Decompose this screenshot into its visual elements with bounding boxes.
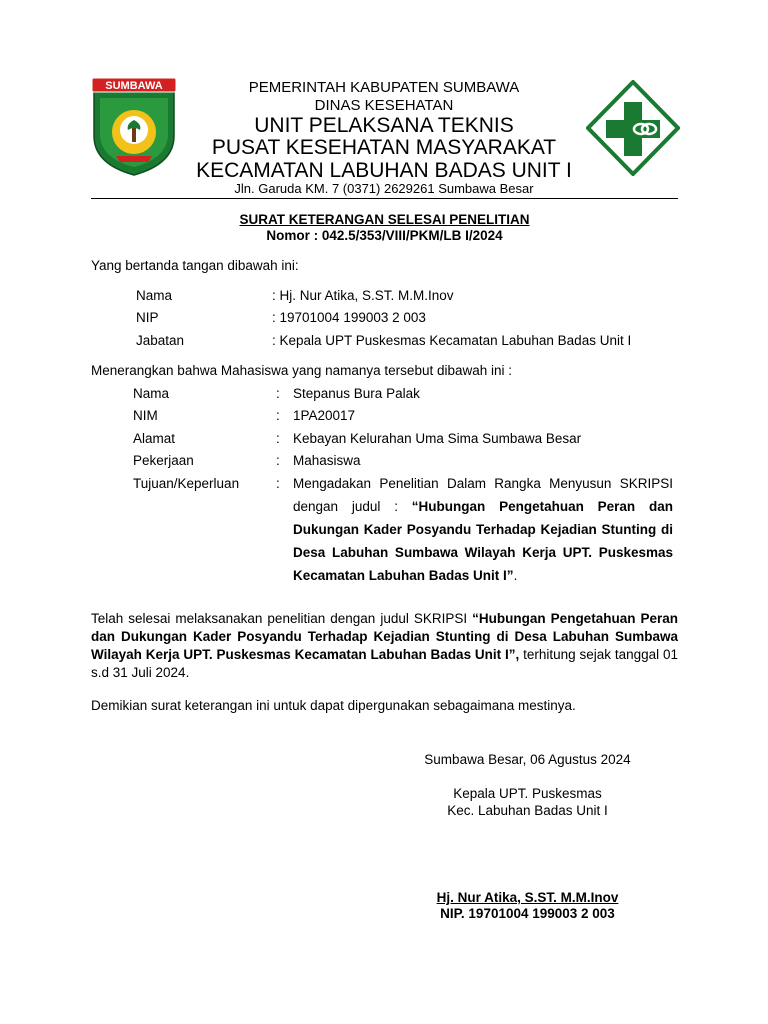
student-address-colon: : [276,431,280,446]
student-address-label: Alamat [133,431,176,446]
student-nim-label: NIM [133,408,158,423]
student-nim-colon: : [276,408,280,423]
signer-position-value: : Kepala UPT Puskesmas Kecamatan Labuhan Badas Unit I [272,333,632,348]
completion-research-title: “Hubungan Pengetahuan Peran dan Dukungan Kader Posyandu Terhadap Kejadian Stunting di Desa Labuhan Sumbawa Wilayah Kerja UPT. Puskesmas Kecamatan Labuhan Badas Unit I”, [91,611,678,662]
kop-line-unit: UNIT PELAKSANA TEKNIS [254,114,514,137]
completion-text-end: terhitung sejak tanggal 01 s.d 31 Juli 2024. [91,647,678,680]
student-name-value: Stepanus Bura Palak [293,386,420,401]
kop-line-puskesmas: PUSAT KESEHATAN MASYARAKAT [211,136,557,159]
signer-title-line1: Kepala UPT. Puskesmas [453,786,602,801]
emblem-banner-text: SUMBAWA [105,80,163,92]
signer-nip-value: : 19701004 199003 2 003 [272,310,426,325]
kop-address: Jln. Garuda KM. 7 (0371) 2629261 Sumbawa Besar [234,181,534,196]
student-address-value: Kebayan Kelurahan Uma Sima Sumbawa Besar [293,431,582,446]
signer-nip-label: NIP [136,310,159,325]
intro-text: Yang bertanda tangan dibawah ini: [91,258,299,273]
statement-text: Menerangkan bahwa Mahasiswa yang namanya tersebut dibawah ini : [91,363,513,378]
student-name-label: Nama [133,386,170,401]
purpose-end: . [513,568,518,583]
letterhead-divider [91,198,678,199]
letter-number: Nomor : 042.5/353/VIII/PKM/LB I/2024 [266,228,503,243]
puskesmas-logo [586,80,680,176]
research-title: “Hubungan Pengetahuan Peran dan Dukungan Kader Posyandu Terhadap Kejadian Stunting di Desa Labuhan Sumbawa Wilayah Kerja UPT. Puskesmas Kecamatan Labuhan Badas Unit I” [293,499,673,583]
signer-name-label: Nama [136,288,173,303]
signer-position-label: Jabatan [136,333,185,348]
student-purpose-value [293,472,673,587]
student-purpose-label: Tujuan/Keperluan [133,476,240,491]
student-occupation-colon: : [276,453,280,468]
kop-line-government: PEMERINTAH KABUPATEN SUMBAWA [248,79,520,96]
student-purpose-colon: : [276,476,280,491]
signer-name: Hj. Nur Atika, S.ST. M.M.Inov [436,890,619,905]
sumbawa-regency-emblem [90,76,178,176]
kop-line-district: KECAMATAN LABUHAN BADAS UNIT I [196,159,572,182]
letter-title: SURAT KETERANGAN SELESAI PENELITIAN [239,212,530,227]
signer-title-line2: Kec. Labuhan Badas Unit I [447,803,608,818]
completion-text-start: Telah selesai melaksanakan penelitian dengan judul SKRIPSI [91,611,473,626]
signer-nip: NIP. 19701004 199003 2 003 [440,906,615,921]
completion-paragraph [91,610,678,682]
place-date: Sumbawa Besar, 06 Agustus 2024 [424,752,631,767]
signer-name-value: : Hj. Nur Atika, S.ST. M.M.Inov [272,288,454,303]
purpose-plain-text: Mengadakan Penelitian Dalam Rangka Menyusun SKRIPSI dengan judul : [293,476,673,514]
student-nim-value: 1PA20017 [293,408,356,423]
student-occupation-label: Pekerjaan [133,453,194,468]
student-name-colon: : [276,386,280,401]
student-occupation-value: Mahasiswa [293,453,361,468]
kop-line-department: DINAS KESEHATAN [314,97,454,114]
closing-text: Demikian surat keterangan ini untuk dapat dipergunakan sebagaimana mestinya. [91,698,576,713]
